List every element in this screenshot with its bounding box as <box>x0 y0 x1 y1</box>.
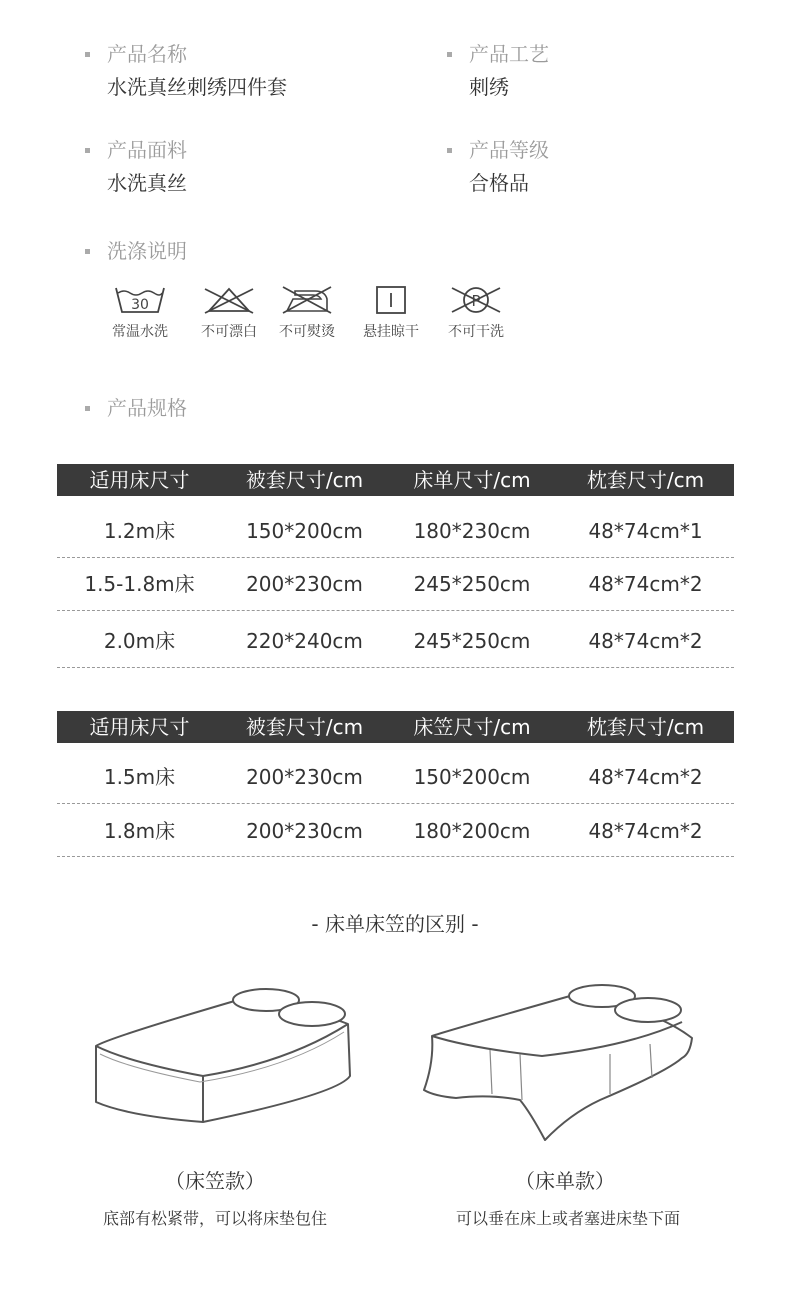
table-cell: 1.8m床 <box>103 819 176 843</box>
flat-sheet-desc: 可以垂在床上或者塞进床垫下面 <box>455 1209 680 1228</box>
table-cell: 48*74cm*2 <box>588 572 703 596</box>
attr-value: 合格品 <box>469 171 529 195</box>
wash-caption: 不可熨烫 <box>279 324 335 340</box>
fitted-sheet-desc: 底部有松紧带，可以将床垫包住 <box>102 1209 327 1228</box>
table-cell: 1.5m床 <box>103 765 176 789</box>
table-header-cell: 床单尺寸/cm <box>413 468 531 492</box>
table-row <box>57 496 734 558</box>
attr-product-name <box>85 41 287 100</box>
wash-caption: 悬挂晾干 <box>363 324 419 340</box>
washing-label: 洗涤说明 <box>85 238 187 264</box>
wash-item <box>267 285 347 341</box>
table-cell: 150*200cm <box>246 519 363 543</box>
wash-caption: 不可漂白 <box>201 324 257 340</box>
table-cell: 150*200cm <box>413 765 531 789</box>
table-cell: 180*200cm <box>413 819 531 843</box>
spec-table-fitted <box>57 711 734 857</box>
difference-title: - 床单床笠的区别 - <box>311 912 479 936</box>
attr-value: 水洗真丝刺绣四件套 <box>107 75 287 99</box>
no-dry-clean-icon <box>448 285 504 315</box>
table-row <box>57 743 734 804</box>
spec-label: 产品规格 <box>85 395 187 421</box>
table-header-cell: 被套尺寸/cm <box>245 715 364 739</box>
attr-value: 刺绣 <box>469 75 509 99</box>
wash-item <box>189 285 269 341</box>
wash-item <box>100 285 180 341</box>
table-cell: 1.5-1.8m床 <box>84 572 195 596</box>
table-header-cell: 适用床尺寸 <box>89 468 190 492</box>
wash-item <box>351 285 431 341</box>
attr-value: 水洗真丝 <box>107 171 187 195</box>
flat-sheet-caption: （床单款） <box>515 1169 615 1193</box>
table-cell: 2.0m床 <box>103 629 176 653</box>
attr-product-fabric <box>85 137 187 196</box>
no-iron-icon <box>279 285 335 315</box>
attr-label: 产品面料 <box>85 137 187 163</box>
no-bleach-icon <box>201 285 257 315</box>
wash-caption: 常温水洗 <box>112 324 168 340</box>
wash-caption: 不可干洗 <box>448 324 504 340</box>
table-cell: 220*240cm <box>246 629 363 653</box>
table-header-cell: 被套尺寸/cm <box>245 468 364 492</box>
fitted-sheet-bed-illustration <box>88 984 358 1134</box>
table-cell: 48*74cm*2 <box>588 819 703 843</box>
table-cell: 245*250cm <box>413 572 531 596</box>
spec-table-bedsheet <box>57 464 734 668</box>
table-cell: 200*230cm <box>246 819 363 843</box>
washing-icons <box>105 285 525 347</box>
attr-label: 产品工艺 <box>447 41 549 67</box>
svg-text:30: 30 <box>131 297 149 313</box>
table-cell: 48*74cm*1 <box>588 519 703 543</box>
wash-30-icon <box>112 285 168 315</box>
table-cell: 48*74cm*2 <box>588 629 703 653</box>
spec-section <box>85 395 187 421</box>
attr-product-grade <box>447 137 549 196</box>
table-header <box>57 711 734 743</box>
table-row <box>57 804 734 857</box>
attr-product-craft <box>447 41 549 100</box>
table-row <box>57 611 734 668</box>
flat-sheet-bed-illustration <box>420 982 700 1144</box>
table-cell: 1.2m床 <box>103 519 176 543</box>
fitted-sheet-caption: （床笠款） <box>165 1169 265 1193</box>
table-row <box>57 558 734 611</box>
attr-label: 产品等级 <box>447 137 549 163</box>
table-header <box>57 464 734 496</box>
table-cell: 245*250cm <box>413 629 531 653</box>
table-cell: 180*230cm <box>413 519 531 543</box>
table-cell: 200*230cm <box>246 572 363 596</box>
table-header-cell: 床笠尺寸/cm <box>413 715 531 739</box>
washing-section <box>85 238 187 264</box>
table-header-cell: 枕套尺寸/cm <box>586 468 705 492</box>
hang-dry-icon <box>363 285 419 315</box>
table-cell: 48*74cm*2 <box>588 765 703 789</box>
wash-item <box>436 285 516 341</box>
table-header-cell: 适用床尺寸 <box>89 715 190 739</box>
attr-label: 产品名称 <box>85 41 287 67</box>
table-cell: 200*230cm <box>246 765 363 789</box>
table-header-cell: 枕套尺寸/cm <box>586 715 705 739</box>
